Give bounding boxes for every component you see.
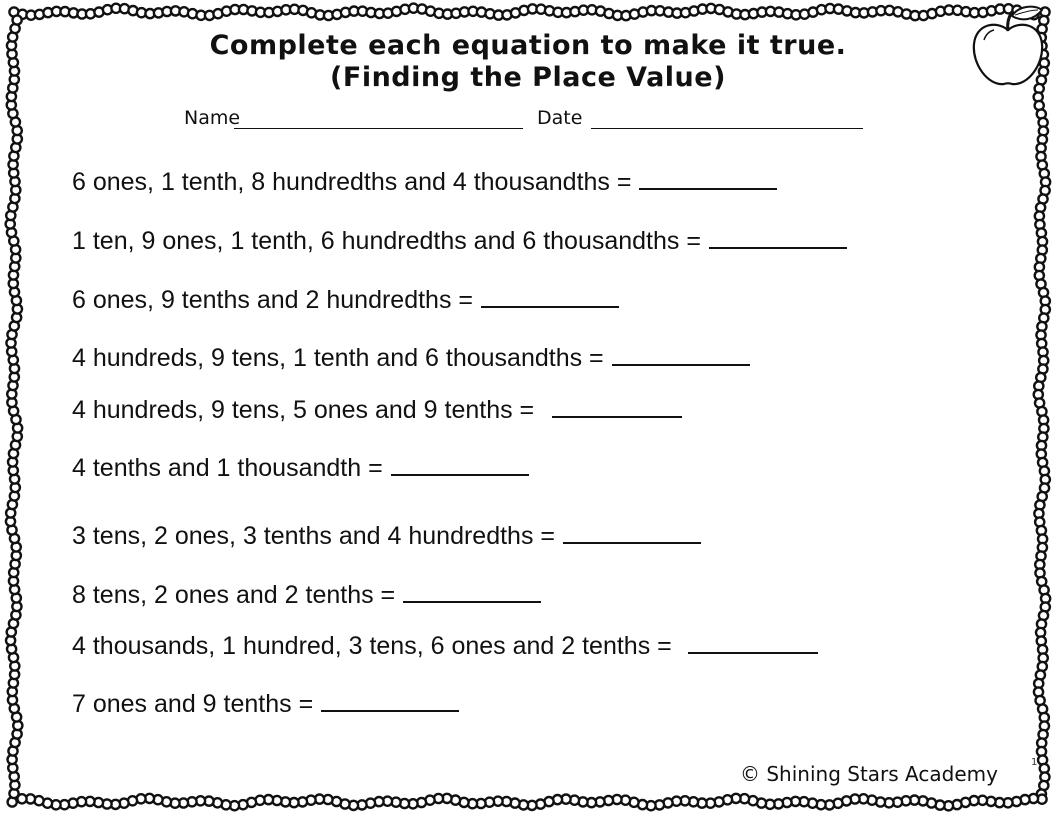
answer-blank[interactable] (403, 600, 541, 603)
question-text: 6 ones, 9 tenths and 2 hundredths = (72, 286, 474, 314)
question-8 (72, 581, 541, 610)
date-field-line[interactable] (591, 128, 863, 129)
question-text: 4 tenths and 1 thousandth = (72, 454, 383, 482)
question-text: 4 hundreds, 9 tens, 1 tenth and 6 thousandths = (72, 344, 604, 372)
worksheet-title: Complete each equation to make it true. (209, 30, 847, 61)
question-5 (72, 396, 682, 425)
question-10 (72, 690, 459, 719)
question-3 (72, 286, 619, 315)
worksheet-subtitle: (Finding the Place Value) (330, 62, 726, 93)
question-7 (72, 522, 701, 551)
question-6 (72, 454, 529, 483)
answer-blank[interactable] (321, 709, 459, 712)
answer-blank[interactable] (639, 187, 777, 190)
copyright-text: © Shining Stars Academy (740, 762, 998, 786)
question-4 (72, 344, 750, 373)
question-text: 8 tens, 2 ones and 2 tenths = (72, 581, 396, 609)
question-9 (72, 632, 818, 661)
question-text: 3 tens, 2 ones, 3 tenths and 4 hundredths = (72, 522, 555, 550)
answer-blank[interactable] (552, 415, 682, 418)
name-field-line[interactable] (234, 128, 523, 129)
question-text: 4 hundreds, 9 tens, 5 ones and 9 tenths = (72, 396, 535, 424)
date-label: Date (537, 107, 583, 129)
question-text: 6 ones, 1 tenth, 8 hundredths and 4 thousandths = (72, 168, 632, 196)
question-text: 4 thousands, 1 hundred, 3 tens, 6 ones and 2 tenths = (72, 632, 672, 660)
question-2 (72, 227, 847, 256)
answer-blank[interactable] (391, 473, 529, 476)
name-label: Name (184, 107, 241, 129)
question-1 (72, 168, 777, 197)
answer-blank[interactable] (563, 541, 701, 544)
answer-blank[interactable] (709, 246, 847, 249)
question-text: 1 ten, 9 ones, 1 tenth, 6 hundredths and 6 thousandths = (72, 227, 701, 255)
answer-blank[interactable] (481, 305, 619, 308)
question-text: 7 ones and 9 tenths = (72, 690, 314, 718)
answer-blank[interactable] (612, 363, 750, 366)
answer-blank[interactable] (688, 651, 818, 654)
page-number: 1 (1031, 757, 1038, 768)
